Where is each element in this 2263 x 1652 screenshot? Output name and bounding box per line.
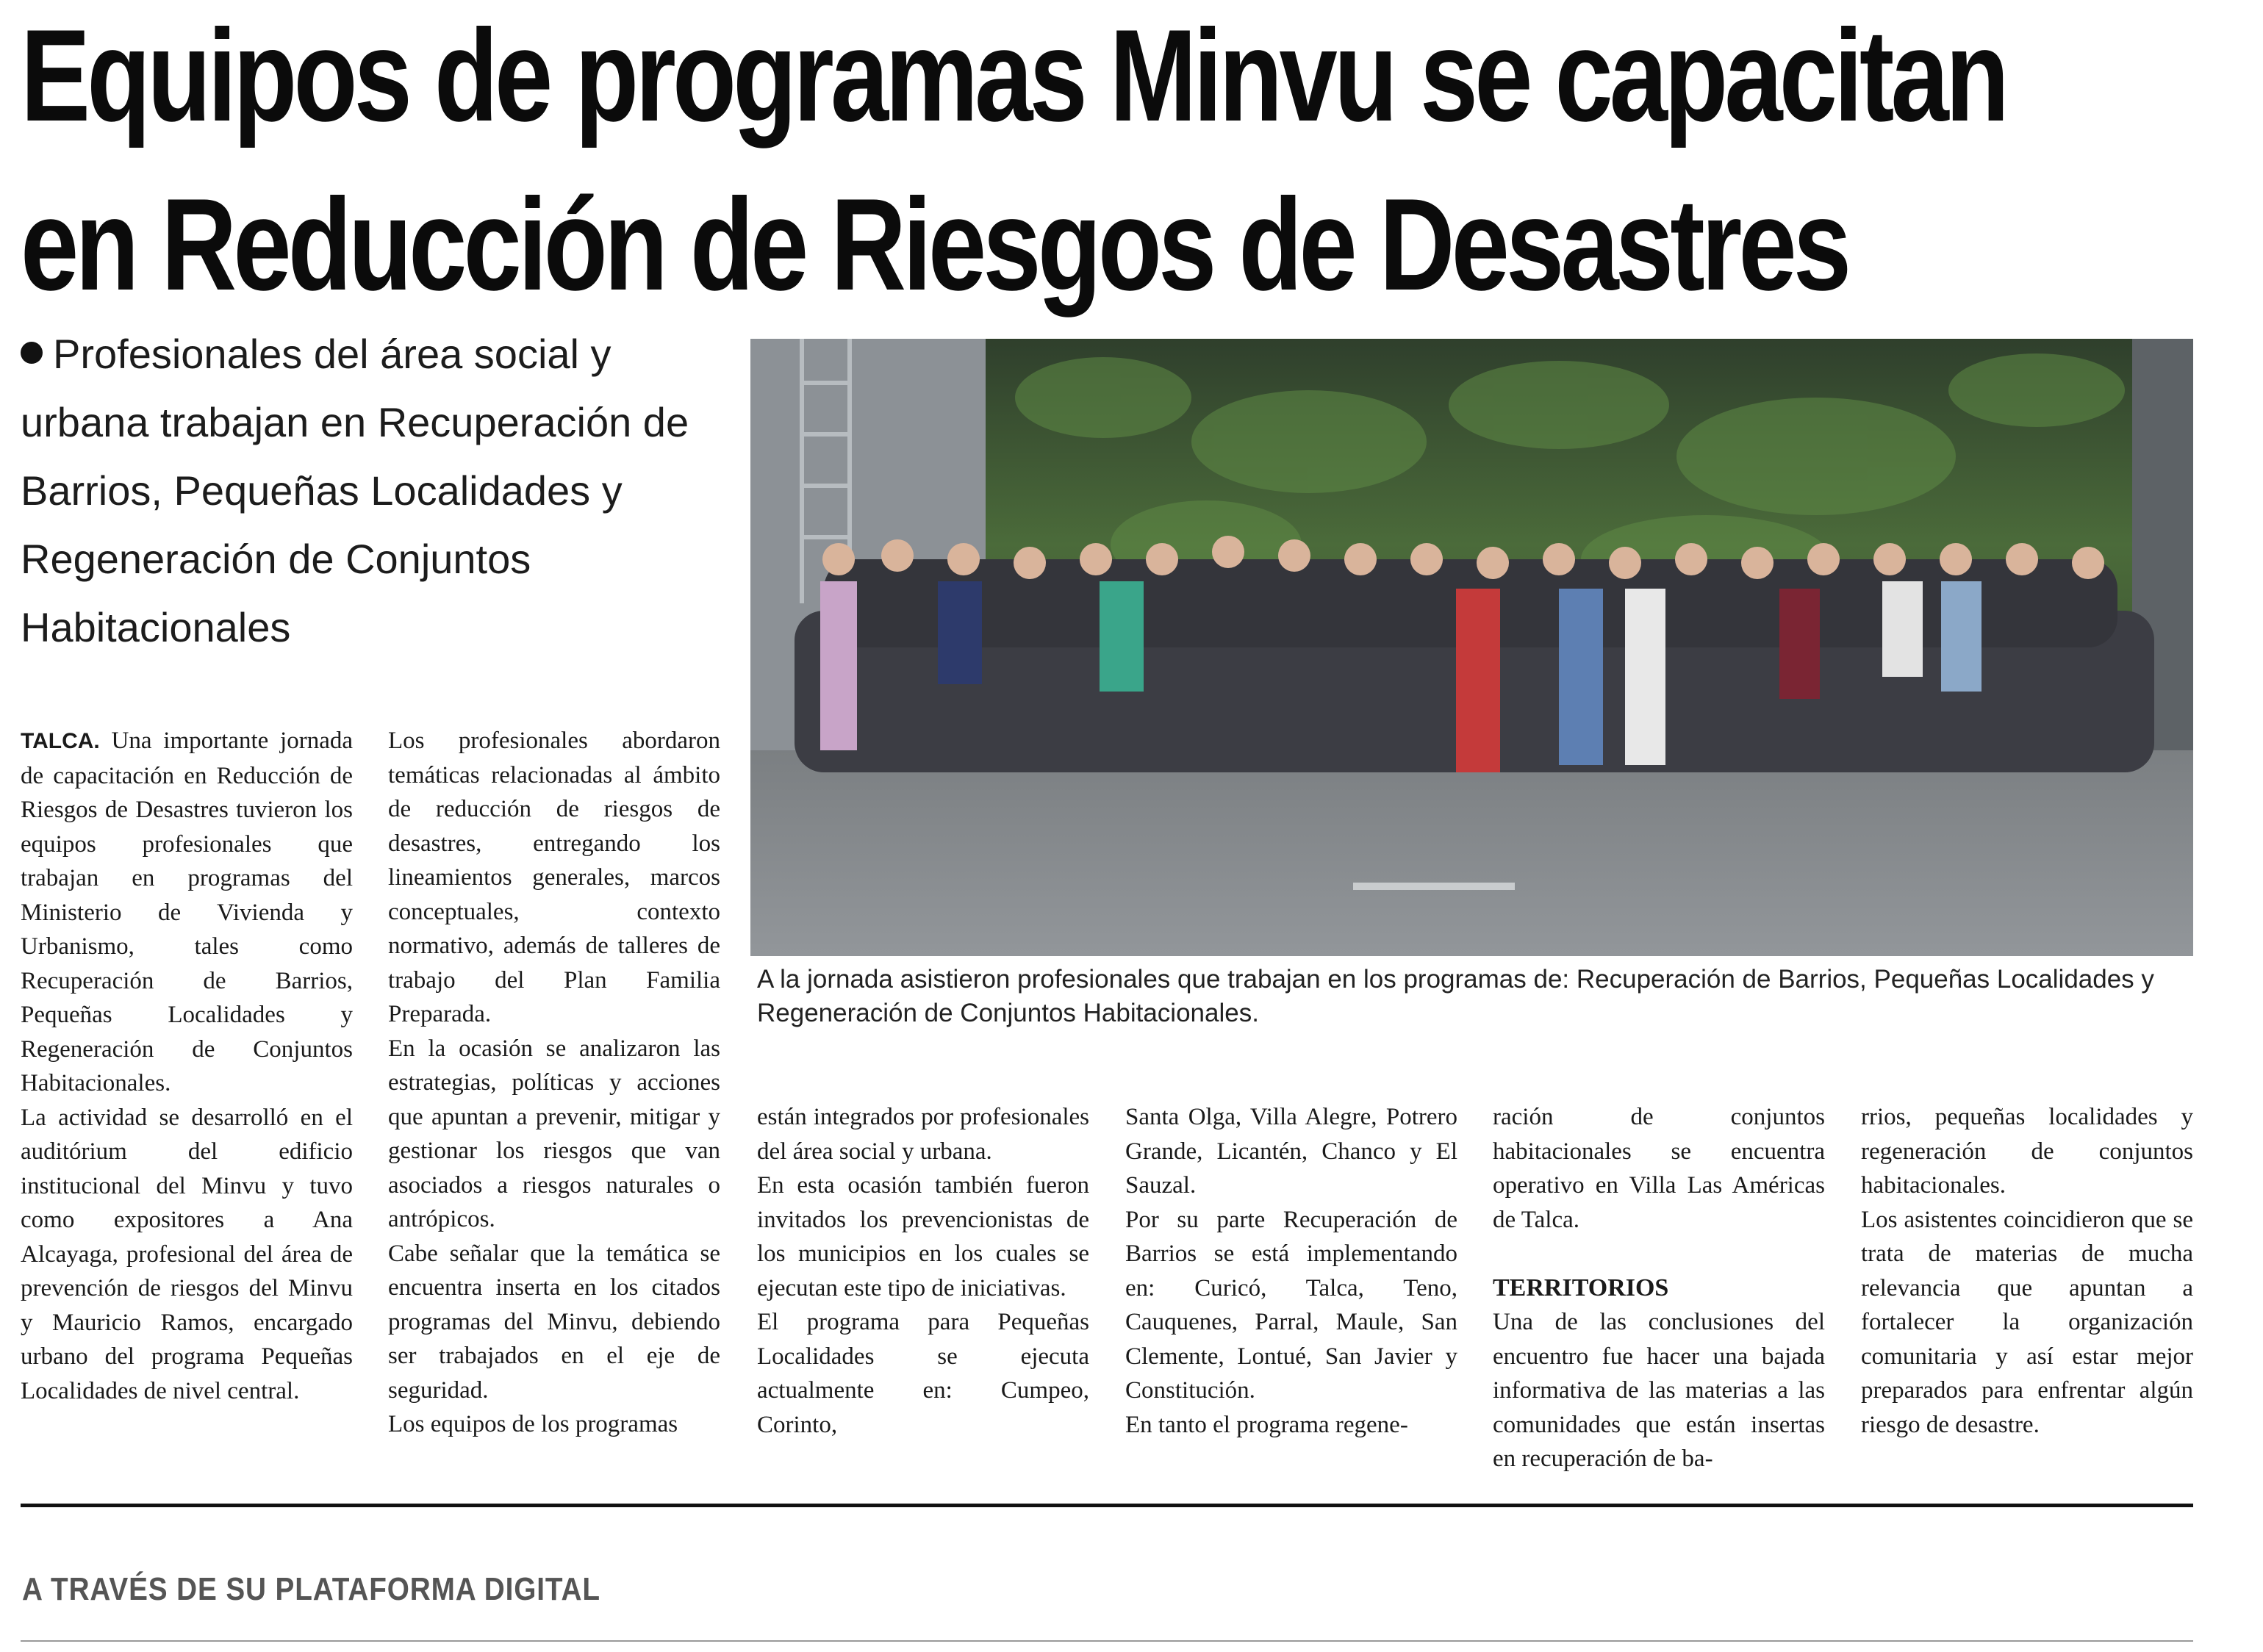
bullet-dot-icon [21, 342, 43, 364]
column-2 [388, 724, 720, 1442]
paragraph: rrios, pequeñas localidades y regeneración de conjuntos habitacionales. [1861, 1104, 2193, 1199]
column-3 [757, 1100, 1089, 1442]
paragraph: están integrados por profesionales del área social y urbana. [757, 1104, 1089, 1165]
bottom-divider [21, 1640, 2193, 1642]
section-divider [21, 1504, 2193, 1507]
section-subheading: TERRITORIOS [1493, 1274, 1669, 1301]
paragraph: En la ocasión se analizaron las estrategias, políticas y acciones que apuntan a prevenir, mitigar y gestionar los riesgos que van asociados a riesgos naturales o antrópicos. [388, 1035, 720, 1232]
article-photo [750, 339, 2193, 956]
paragraph: La actividad se desarrolló en el auditórium del edificio institucional del Minvu y tuvo como expositores a Ana Alcayaga, profesional del área de prevención de riesgos del Minvu y Mauricio Ramos, encargado urbano del programa Pequeñas Localidades de nivel central. [21, 1104, 353, 1404]
paragraph: Los profesionales abordaron temáticas relacionadas al ámbito de reducción de riesgos de desastres, entregando los lineamientos generales, marcos conceptuales, contexto normativo, además de talleres de trabajo del Plan Familia Preparada. [388, 728, 720, 1027]
column-4 [1125, 1100, 1457, 1442]
article-headline [21, 0, 2006, 320]
paragraph: Los asistentes coincidieron que se trata de materias de mucha relevancia que apuntan a fortalecer la organización comunitaria y así estar mejor preparados para enfrentar algún riesgo de desastre. [1861, 1206, 2193, 1438]
paragraph: Por su parte Recuperación de Barrios se está implementando en: Curicó, Talca, Teno, Cauquenes, Parral, Maule, San Clemente, Lontué, San Javier y Constitución. [1125, 1206, 1457, 1404]
group-photo-illustration [750, 339, 2193, 956]
column-1 [21, 724, 353, 1408]
headline-line-1: Equipos de programas Minvu se capacitan [21, 2, 2006, 148]
photo-caption: A la jornada asistieron profesionales que trabajan en los programas de: Recuperación de Barrios, Pequeñas Localidades y Regeneración de Conjuntos Habitacionales. [757, 965, 2154, 1027]
article-subtitle [21, 320, 726, 661]
column-5 [1493, 1100, 1825, 1476]
headline-line-2: en Reducción de Riesgos de Desastres [21, 171, 1848, 317]
paragraph: Santa Olga, Villa Alegre, Potrero Grande, Licantén, Chanco y El Sauzal. [1125, 1104, 1457, 1199]
subtitle-text: Profesionales del área social y urbana trabajan en Recuperación de Barrios, Pequeñas Localidades y Regeneración de Conjuntos Habitacionales [21, 331, 689, 650]
dateline: TALCA. [21, 729, 100, 753]
paragraph: Los equipos de los programas [388, 1411, 678, 1437]
col1-text-1: Una importante jornada de capacitación en Reducción de Riesgos de Desastres tuvieron los equipos profesionales que trabajan en programas del Ministerio de Vivienda y Urbanismo, tales como Recuperación de Barrios, Pequeñas Localidades y Regeneración de Conjuntos Habitacionales. [21, 728, 353, 1096]
paragraph [21, 724, 353, 1101]
paragraph: ración de conjuntos habitacionales se encuentra operativo en Villa Las Américas de Talca. [1493, 1104, 1825, 1233]
paragraph: En esta ocasión también fueron invitados los prevencionistas de los municipios en los cuales se ejecutan este tipo de iniciativas. [757, 1172, 1089, 1301]
paragraph: Una de las conclusiones del encuentro fue hacer una bajada informativa de las materias a las comunidades que están insertas en recuperación de ba- [1493, 1309, 1825, 1472]
paragraph: En tanto el programa regene- [1125, 1411, 1408, 1438]
next-article-kicker: A TRAVÉS DE SU PLATAFORMA DIGITAL [22, 1571, 600, 1607]
column-6 [1861, 1100, 2193, 1442]
paragraph: Cabe señalar que la temática se encuentra inserta en los citados programas del Minvu, debiendo ser trabajados en el eje de seguridad. [388, 1240, 720, 1404]
paragraph: El programa para Pequeñas Localidades se ejecuta actualmente en: Cumpeo, Corinto, [757, 1309, 1089, 1438]
